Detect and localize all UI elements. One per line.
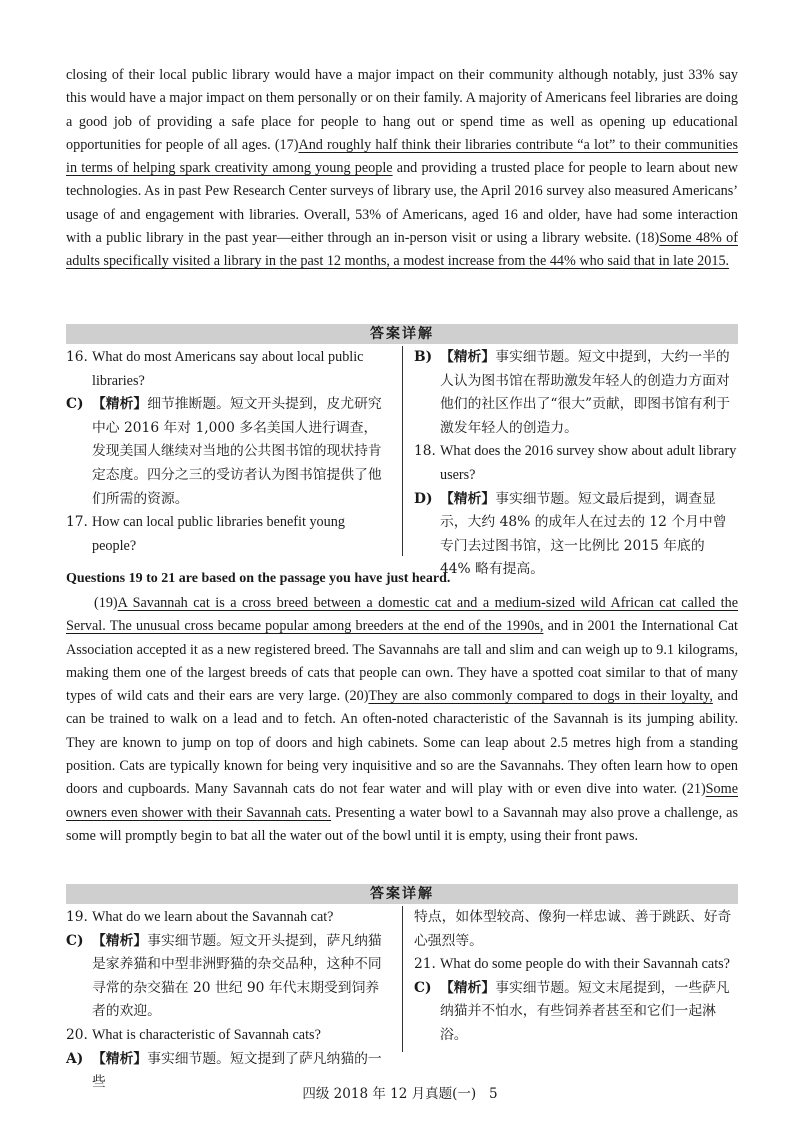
- passage-1: [66, 64, 738, 274]
- questions-heading: Questions 19 to 21 are based on the passage you have just heard.: [66, 571, 451, 586]
- analysis-tag: 【精析】: [440, 349, 496, 365]
- analysis-tag: 【精析】: [92, 1050, 148, 1067]
- answer-20-continued: [414, 906, 738, 953]
- answer-letter: C): [414, 979, 432, 996]
- passage-2-text-2: and can be trained to walk on a lead and to fetch. An often-noted characteristic of the Savannah is its jumping ability. They are known to jump on top of doors and high cabinets. Some can leap about 2.5 metres high from a standing position. Cats are typically known for being very inquisitive and so are the Savannahs. They often learn how to open doors and cupboards. Many Savannah cats do not fear water and will play with or even dive into water.: [66, 688, 738, 798]
- answer-letter: C): [66, 396, 84, 413]
- question-16: [66, 346, 391, 393]
- analysis-tag: 【精析】: [440, 490, 496, 507]
- underlined-answer-21: Some owners even shower with their Savannah cats.: [66, 781, 738, 821]
- marker-18: (18): [635, 230, 660, 247]
- analysis-text-continued: 特点，如体型较高、像狗一样忠诚、善于跳跃、好奇心强烈等。: [414, 909, 732, 949]
- question-20: [66, 1024, 391, 1048]
- question-number: 21.: [414, 956, 436, 973]
- answer-17: [414, 346, 738, 440]
- analysis-tag: 【精析】: [92, 932, 148, 949]
- question-17: [66, 511, 391, 558]
- answer-letter: C): [66, 932, 84, 949]
- question-number: 18.: [414, 443, 436, 460]
- page-number: 5: [489, 1086, 498, 1102]
- answers-right-column-2: [414, 906, 738, 1048]
- analysis-text: 事实细节题。短文开头提到，萨凡纳猫是家养猫和中型非洲野猫的杂交品种，这种不同寻常的杂交猫在 20 世纪 90 年代末期受到饲养者的欢迎。: [92, 932, 382, 1020]
- marker-19: (19): [94, 595, 118, 611]
- answer-16: [66, 393, 391, 511]
- question-text: What is characteristic of Savannah cats?: [92, 1026, 321, 1043]
- question-text: How can local public libraries benefit young people?: [92, 514, 345, 554]
- column-divider: [402, 346, 403, 556]
- question-18: [414, 440, 738, 487]
- answer-letter: A): [66, 1050, 84, 1067]
- question-19: [66, 906, 391, 930]
- question-number: 19.: [66, 909, 88, 925]
- page-footer: [0, 1082, 800, 1102]
- marker-17: (17): [274, 136, 299, 153]
- question-text: What do we learn about the Savannah cat?: [92, 909, 334, 925]
- underlined-answer-19: A Savannah cat is a cross breed between a domestic cat and a medium-sized wild African cat called the Serval. The unusual cross became popular among breeders at the end of the 1990s,: [66, 595, 738, 635]
- underlined-answer-20: They are also commonly compared to dogs in their loyalty,: [368, 688, 713, 705]
- passage-2-text: and in 2001 the International Cat Association accepted it as a new registered breed. The Savannahs are tall and slim and can weigh up to 9.1 kilograms, making them one of the largest breeds of cats that people can own. They have a spotted coat similar to that of many types of wild cats and their ears are very large.: [66, 618, 738, 705]
- answer-banner-1: 答案详解: [66, 324, 738, 344]
- passage-1-text-2: and providing a trusted place for people to learn about new technologies. As in past Pew Research Center surveys of library use, the April 2016 survey also measured Americans’ usage of and engagement with libraries. Overall, 53% of Americans, aged 16 and older, have had some interaction with a public library in the past year—either through an in-person visit or using a library website.: [66, 160, 738, 247]
- passage-2: [66, 592, 738, 848]
- passage-2-text-3: Presenting a water bowl to a Savannah may also prove a challenge, as some will promptly begin to bat all the water out of the bowl until it is empty, using their front paws.: [66, 804, 738, 844]
- question-text: What does the 2016 survey show about adult library users?: [440, 443, 737, 483]
- question-21: [414, 953, 738, 977]
- question-number: 17.: [66, 514, 88, 531]
- answer-21: [414, 977, 738, 1048]
- footer-title: 四级 2018 年 12 月真题(一): [302, 1086, 477, 1102]
- analysis-text: 事实细节题。短文中提到，大约一半的人认为图书馆在帮助激发年轻人的创造力方面对他们的社区作出了“很大”贡献，即图书馆有利于激发年轻人的创造力。: [440, 349, 731, 436]
- answers-right-column-1: [414, 346, 738, 582]
- column-divider-2: [402, 906, 403, 1052]
- analysis-tag: 【精析】: [92, 396, 148, 413]
- answer-letter: D): [414, 490, 433, 507]
- analysis-text: 事实细节题。短文提到了萨凡纳猫的一些: [92, 1050, 382, 1091]
- underlined-answer-18: Some 48% of adults specifically visited a library in the past 12 months, a modest increase from the 44% who said that in late 2015.: [66, 230, 738, 270]
- underlined-answer-17: And roughly half think their libraries contribute “a lot” to their communities in terms of helping spark creativity among young people: [66, 136, 738, 177]
- answer-banner-2: 答案详解: [66, 884, 738, 904]
- marker-21: (21): [682, 781, 706, 798]
- analysis-text: 细节推断题。短文开头提到，皮尤研究中心 2016 年对 1,000 多名美国人进行调查，发现美国人继续对当地的公共图书馆的现状持肯定态度。四分之三的受访者认为图书馆提供了他们所需的资源。: [92, 396, 382, 507]
- question-text: What do most Americans say about local public libraries?: [92, 349, 364, 389]
- answers-left-column-2: [66, 906, 391, 1095]
- analysis-tag: 【精析】: [440, 979, 496, 996]
- question-number: 20.: [66, 1026, 88, 1043]
- answer-19: [66, 930, 391, 1024]
- answers-left-column-1: [66, 346, 391, 558]
- answer-letter: B): [414, 349, 433, 365]
- question-number: 16.: [66, 349, 88, 365]
- marker-20: (20): [344, 688, 369, 705]
- question-text: What do some people do with their Savannah cats?: [440, 956, 730, 973]
- analysis-text: 事实细节题。短文最后提到，调查显示，大约 48% 的成年人在过去的 12 个月中曾专门去过图书馆，这一比例比 2015 年底的 44% 略有提高。: [440, 490, 727, 578]
- passage-1-text: closing of their local public library would have a major impact on their community although notably, just 33% say this would have a major impact on them personally or on their family. A majority of Americans feel libraries are doing a good job of providing a safe place for people to hang out or spend time as well as opening up educational opportunities for people of all ages.: [66, 67, 738, 153]
- analysis-text: 事实细节题。短文末尾提到，一些萨凡纳猫并不怕水，有些饲养者甚至和它们一起淋浴。: [440, 979, 730, 1043]
